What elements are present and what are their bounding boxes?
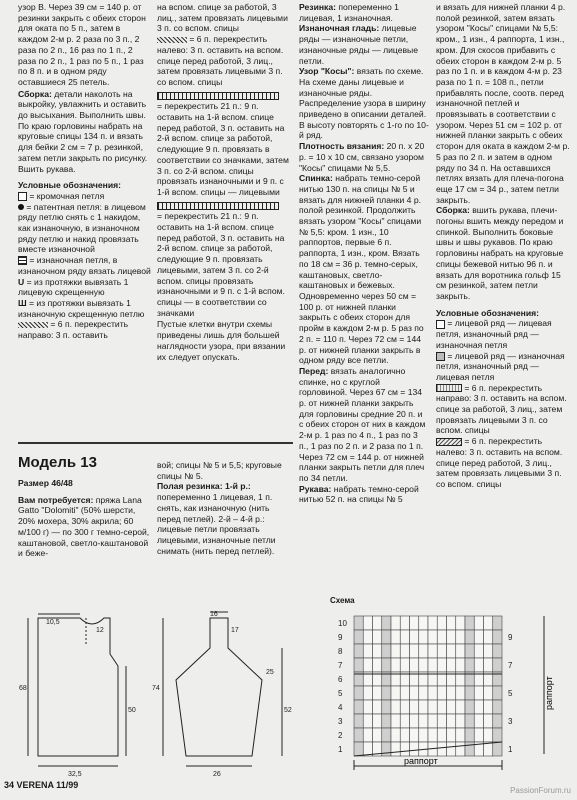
chart-cell [465,658,474,672]
chart-cell [363,644,372,658]
cables-heading: Узор "Косы": [299,66,355,77]
cross-purl-icon: Ш [18,297,27,308]
chart-cell [400,714,409,728]
chart-cell [419,644,428,658]
chart-cell [382,700,391,714]
purl-stitch-icon [18,256,27,265]
chart-cell [465,700,474,714]
chart-cell [447,658,456,672]
chart-cell [456,686,465,700]
chart-cell [382,616,391,630]
chart-cell [465,616,474,630]
chart-cell [437,728,446,742]
cross-knit-icon: U [18,276,25,287]
chart-cell [354,616,363,630]
chart-cell [484,700,493,714]
chart-cell [400,658,409,672]
chart-cell [437,700,446,714]
dim-label: 32,5 [68,771,82,778]
chart-cell [428,616,437,630]
chart-cell [363,658,372,672]
chart-cell [456,630,465,644]
dim-label: 52 [284,707,292,714]
chart-cell [419,686,428,700]
front-heading: Перед: [299,365,329,376]
assembly-heading: Сборка: [18,88,52,99]
sleeves-heading: Рукава: [299,483,332,494]
model-title: Модель 13 [18,454,97,471]
materials-heading: Вам потребуется: [18,494,94,505]
chart-cell [410,686,419,700]
chart-cell [363,616,372,630]
section-divider [18,442,293,444]
chart-cell [382,644,391,658]
chart-cell [456,700,465,714]
row-number-right: 1 [508,745,513,754]
chart-cell [484,714,493,728]
chart-cell [428,658,437,672]
chart-cell [437,616,446,630]
gauge-heading: Плотность вязания: [299,141,385,152]
chart-cell [391,644,400,658]
chart-cell [493,630,502,644]
chart-cell [465,630,474,644]
chart-cell [373,714,382,728]
sleeves-text: набрать темно-серой нитью 52 п. на спицы № 5 [299,483,419,505]
chart-cell [382,742,391,756]
chart-cell [474,714,483,728]
dim-label: 50 [128,707,136,714]
rapport-v-label: раппорт [544,676,554,710]
page-footer: 34 VERENA 11/99 [4,780,79,790]
legend-item: = 6 п. перекрестить налево: 3 п. оставить на вспом. спице перед работой, 3 лиц., затем провязать лицевыми 3 п. со вспом. спицы [436,436,563,489]
size-heading: Размер 46/48 [18,478,73,488]
schema-title: Схема [330,596,355,605]
chart-cell [400,742,409,756]
chart-cell [428,728,437,742]
knit-square-icon [436,320,445,329]
chart-cell [391,658,400,672]
chart-cell [373,686,382,700]
chart-cell [465,728,474,742]
chart-cell [447,700,456,714]
row-number-right: 5 [508,689,513,698]
needles-text: вой; спицы № 5 и 5,5; круговые спицы № 5. [157,460,282,481]
chart-cell [400,728,409,742]
cable-left-icon-2 [436,438,462,446]
rapport-h-label: раппорт [404,756,438,766]
chart-cell [419,728,428,742]
legend-heading-1: Условные обозначения: [18,180,121,191]
materials-text: пряжа Lana Gatto "Dolomiti" (50% шерсти, 20% мохера, 30% акрила; 60 м/100 г) — по 300 г темно-серой, каштановой, светло-каштановой и беже- [18,494,150,559]
chart-cell [456,644,465,658]
column-3 [299,2,429,505]
chart-cell [419,714,428,728]
cable-left-icon [157,37,187,43]
purl-text: лицевые ряды — изнаночные петли, изнаночные ряды — лицевые петли. [299,23,419,66]
chart-cell [456,616,465,630]
cable-21-icon [157,92,279,100]
chart-cell [354,700,363,714]
dim-label: 12 [96,627,104,634]
legend-item: = 6 п. перекрестить направо: 3 п. оставить [18,319,129,341]
model-intro-2 [157,460,292,556]
chart-cell [437,742,446,756]
chart-cell [428,714,437,728]
chart-cell [373,616,382,630]
chart-cell [428,686,437,700]
chart-cell [363,700,372,714]
legend-item: = патентная петля: в лицевом ряду петлю снять с 1 накидом, как изнаночную, в изнаночном ряду петлю и накид провязать вместе изнаночной [18,201,146,255]
row-number-right: 9 [508,633,513,642]
chart-cell [363,630,372,644]
dim-label: 68 [19,685,27,692]
sleeves-text-cont: и вязать для нижней планки 4 р. полой резинкой, затем вязать узором "Косы" спицами № 5,5: кром., 1 изн., 4 раппорта, 1 изн., кром. Для скосов прибавить с обеих сторон в каждом 2-м р. 5 раз по 1 п. и в каждом 4-м р. 23 раза по 1 п. = 108 п., петли прибавлять после, соотв. перед изнаночной петлей и провязывать в соответствии с узором. Через 51 см = 102 р. от нижней планки закрыть с обеих сторон для оката в каждом 2-м р. 5 раз по 2 п. и затем в одном ряду по 34 п. На оставшихся петлях вязать для плеча-погона еще 17 см = 34 р., затем петли закрыть. [436,2,570,205]
chart-cell [447,630,456,644]
model-intro [18,478,152,559]
chart-cell [354,658,363,672]
chart-cell [382,630,391,644]
chart-cell [428,630,437,644]
legend-heading-2: Условные обозначения: [436,307,539,318]
chart-cell [410,742,419,756]
assembly-heading-2: Сборка: [436,205,470,216]
chart-cell [410,714,419,728]
chart-cell [382,714,391,728]
column-4 [436,2,572,490]
chart-cell [373,644,382,658]
chart-cell [474,616,483,630]
chart-cell [373,630,382,644]
legend-item: = из протяжки вывязать 1 лицевую скрещенную [18,276,129,298]
chart-cell [410,630,419,644]
row-number-right: 3 [508,717,513,726]
chart-cell [484,686,493,700]
row-number-left: 9 [338,633,343,642]
chart-cell [391,700,400,714]
row-number-left: 2 [338,731,343,740]
note-text: Пустые клетки внутри схемы приведены лишь для большей наглядности узора, при вязании их следует опускать. [157,319,286,362]
chart-cell [484,630,493,644]
row-number-left: 1 [338,745,343,754]
chart-cell [456,742,465,756]
column-1 [18,2,152,341]
row-number-left: 3 [338,717,343,726]
chart-cell [493,616,502,630]
chart-cell [400,630,409,644]
chart-cell [474,700,483,714]
chart-cell [382,728,391,742]
chart-cell [493,714,502,728]
chart-cell [447,714,456,728]
chart-cell [363,714,372,728]
chart-cell [410,644,419,658]
chart-cell [400,644,409,658]
front-text: вязать аналогично спинке, но с круглой горловиной. Через 67 см = 134 р. от нижней планки закрыть для горловины средние 20 п. и с обеих сторон от них в каждом 2-м р. 1 раз по 4 п., 1 раз по 3 п., 1 раз по 2 п. и 2 раза по 1 п. Через 72 см = 144 р. от нижней планки закрыть петли для плеч по 34 петли. [299,365,426,483]
assembly-text-2: вшить рукава, плечи-погоны вшить между передом и спинкой. Выполнить боковые швы и швы рукавов. По краю горловины набрать на круговые спицы бежевой нитью 96 п. и вязать для воротника гольф 15 см резинкой, затем петли закрыть. [436,205,564,301]
dim-label: 25 [266,669,274,676]
chart-cell [493,700,502,714]
chart-cell [465,686,474,700]
purl-heading: Изнаночная гладь: [299,23,380,34]
chart-cell [437,686,446,700]
chart-cell [373,658,382,672]
chart-cell [354,742,363,756]
legend-item: = из протяжки вывязать 1 изнаночную скрещенную петлю [18,297,145,319]
legend-item: = лицевой ряд — лицевая петля, изнаночный ряд — изнаночная петля [436,318,552,350]
chart-cell [474,630,483,644]
chart-cell [410,616,419,630]
cable-21-alt-icon [157,202,279,210]
chart-cell [382,686,391,700]
chart-cell [465,742,474,756]
watermark: PassionForum.ru [510,786,571,795]
chart-cell [447,686,456,700]
legend-item: = перекрестить 21 п.: 9 п. оставить на 1-й вспом. спице перед работой, 3 п. оставить на 2-й вспом. спице за работой, следующие 9 п. провязать в соответствии со значками, затем 3 п. со 2-й вспом. спицы провязать изнаночными и 9 п. с 1-й вспом. спицы — лицевыми [157,101,289,197]
chart-cell [484,644,493,658]
row-number-left: 6 [338,675,343,684]
chart-cell [410,700,419,714]
chart-cell [428,700,437,714]
hollow-rib-heading: Полая резинка: 1-й р.: [157,481,251,492]
legend-text: на вспом. спице за работой, 3 лиц., затем провязать лицевыми 3 п. со вспом. спицы [157,2,288,34]
assembly-text: детали наколоть на выкройку, увлажнить и оставить до высыхания. Выполнить швы. По краю горловины набрать на круговые спицы 134 п. и вязать для бейки 2 см = 7 р. резинкой, затем петли закрыть по рисунку. Вшить рукава. [18,88,148,174]
chart-cell [419,630,428,644]
legend-item: = 6 п. перекрестить направо: 3 п. оставить на вспом. спице за работой, 3 лиц., затем провязать лицевыми 3 п. со вспом. спицы [436,382,567,436]
knitting-chart [312,606,572,778]
chart-cell [410,728,419,742]
back-heading: Спинка: [299,173,333,184]
legend-item: = 6 п. перекрестить налево: 3 п. оставить на вспом. спице перед работой, 3 лиц., затем провязать лицевыми 3 п. со вспом. спицы [157,34,284,87]
chart-cell [484,616,493,630]
chart-cell [400,700,409,714]
row-number-right: 7 [508,661,513,670]
chart-cell [493,742,502,756]
chart-cell [437,630,446,644]
sleeve-pattern-outline [176,618,262,756]
cable-right-icon-2 [436,384,462,392]
cables-text: вязать по схеме. На схеме даны лицевые и изнаночные ряды. Распределение узора в ширину приведено в описании деталей. В высоту повторять с 1-го по 10-й ряд. [299,66,429,141]
chart-cell [447,728,456,742]
chart-cell [437,644,446,658]
chart-cell [419,616,428,630]
chart-cell [391,686,400,700]
dim-label: 16 [210,611,218,618]
chart-cell [391,630,400,644]
chart-cell [391,742,400,756]
chart-cell [493,686,502,700]
chart-cell [354,686,363,700]
chart-cell [437,714,446,728]
chart-cell [456,714,465,728]
chart-cell [447,644,456,658]
chart-cell [456,658,465,672]
chart-cell [354,630,363,644]
chart-cell [465,644,474,658]
purl-square-icon [436,352,445,361]
dim-label: 74 [152,685,160,692]
chart-cell [484,728,493,742]
chart-cell [419,700,428,714]
chart-cell [363,728,372,742]
legend-item: = изнаночная петля, в изнаночном ряду вязать лицевой [18,255,151,276]
chart-cell [354,728,363,742]
row-number-left: 7 [338,661,343,670]
chart-cell [373,728,382,742]
chart-cell [400,686,409,700]
hollow-rib-text: попеременно 1 лицевая, 1 п. снять, как изнаночную (нить перед петлей). 2-й – 4-й р.: лицевые петли провязать лицевыми, изнаночные петли снимать (нить перед петлей). [157,492,276,556]
row-number-left: 10 [338,619,347,628]
chart-cell [373,700,382,714]
chart-cell [391,714,400,728]
row-number-left: 5 [338,689,343,698]
sleeve-text: узор В. Через 39 см = 140 р. от резинки закрыть с обеих сторон для оката по 5 п., затем в каждом 2-м р. 2 раза по 3 п., 2 раза по 2 п., 16 раз по 1 п., 2 раза по 2 п., 1 раз по 5 п., 1 раз по 8 п. и в одном ряду оставшиеся 25 петель. [18,2,146,87]
legend-item: = перекрестить 21 п.: 9 п. оставить на 1-й вспом. спице перед работой, 3 п. оставить на 2-й вспом. спице за работой, следующие 9 п. провязать лицевыми, затем 3 п. со 2-й вспом. спицы провязать изнаночными и 9 п. с 1-й вспом. спицы — в соответствии со значками [157,211,285,318]
row-number-left: 4 [338,703,343,712]
chart-cell [465,714,474,728]
chart-cell [437,658,446,672]
garment-pattern [18,608,298,780]
chart-cell [410,658,419,672]
chart-cell [474,644,483,658]
chart-cell [493,644,502,658]
cable-right-icon [18,322,48,328]
legend-item: = кромочная петля [29,190,105,201]
dim-label: 17 [231,627,239,634]
chart-cell [474,658,483,672]
chart-cell [428,644,437,658]
edge-stitch-icon [18,192,27,201]
row-number-left: 8 [338,647,343,656]
chart-cell [363,686,372,700]
chart-cell [493,728,502,742]
chart-cell [354,714,363,728]
chart-cell [391,616,400,630]
body-pattern-outline [38,618,118,756]
rib-text: попеременно 1 лицевая, 1 изнаночная. [299,2,399,23]
chart-cell [456,728,465,742]
chart-cell [447,616,456,630]
chart-cell [391,728,400,742]
legend-item: = лицевой ряд — изнаночная петля, изнаночный ряд — лицевая петля [436,350,565,382]
gauge-text: 20 п. x 20 р. = 10 x 10 см, связано узором "Косы" спицами № 5,5. [299,141,425,173]
chart-cell [474,728,483,742]
column-2 [157,2,292,362]
chart-cell [447,742,456,756]
dim-label: 10,5 [46,619,60,626]
chart-cell [474,686,483,700]
chart-cell [484,658,493,672]
dim-label: 26 [213,771,221,778]
patent-stitch-icon [18,204,24,210]
chart-cell [382,658,391,672]
rib-heading: Резинка: [299,2,336,12]
chart-cell [400,616,409,630]
chart-cell [354,644,363,658]
chart-cell [493,658,502,672]
back-text: набрать темно-серой нитью 130 п. на спицы № 5 и вязать для нижней планки 4 р. полой резинкой. Продолжить вязать узором "Косы" спицами № 5,5: кром. 1 изн., 10 раппортов, первые 6 п. раппорта, 1 изн., кром. Вязать по 18 см = 36 р. темно-серых, каштановых, светло-каштановых и бежевых. Одновременно через 50 см = 100 р. от нижней планки закрыть с обеих сторон для пройм в каждом 2-м р. 5 раз по 2 п. = 110 п. Через 72 см = 144 р. от нижней планки закрыть в одном ряду все петли. [299,173,424,366]
chart-cell [419,658,428,672]
